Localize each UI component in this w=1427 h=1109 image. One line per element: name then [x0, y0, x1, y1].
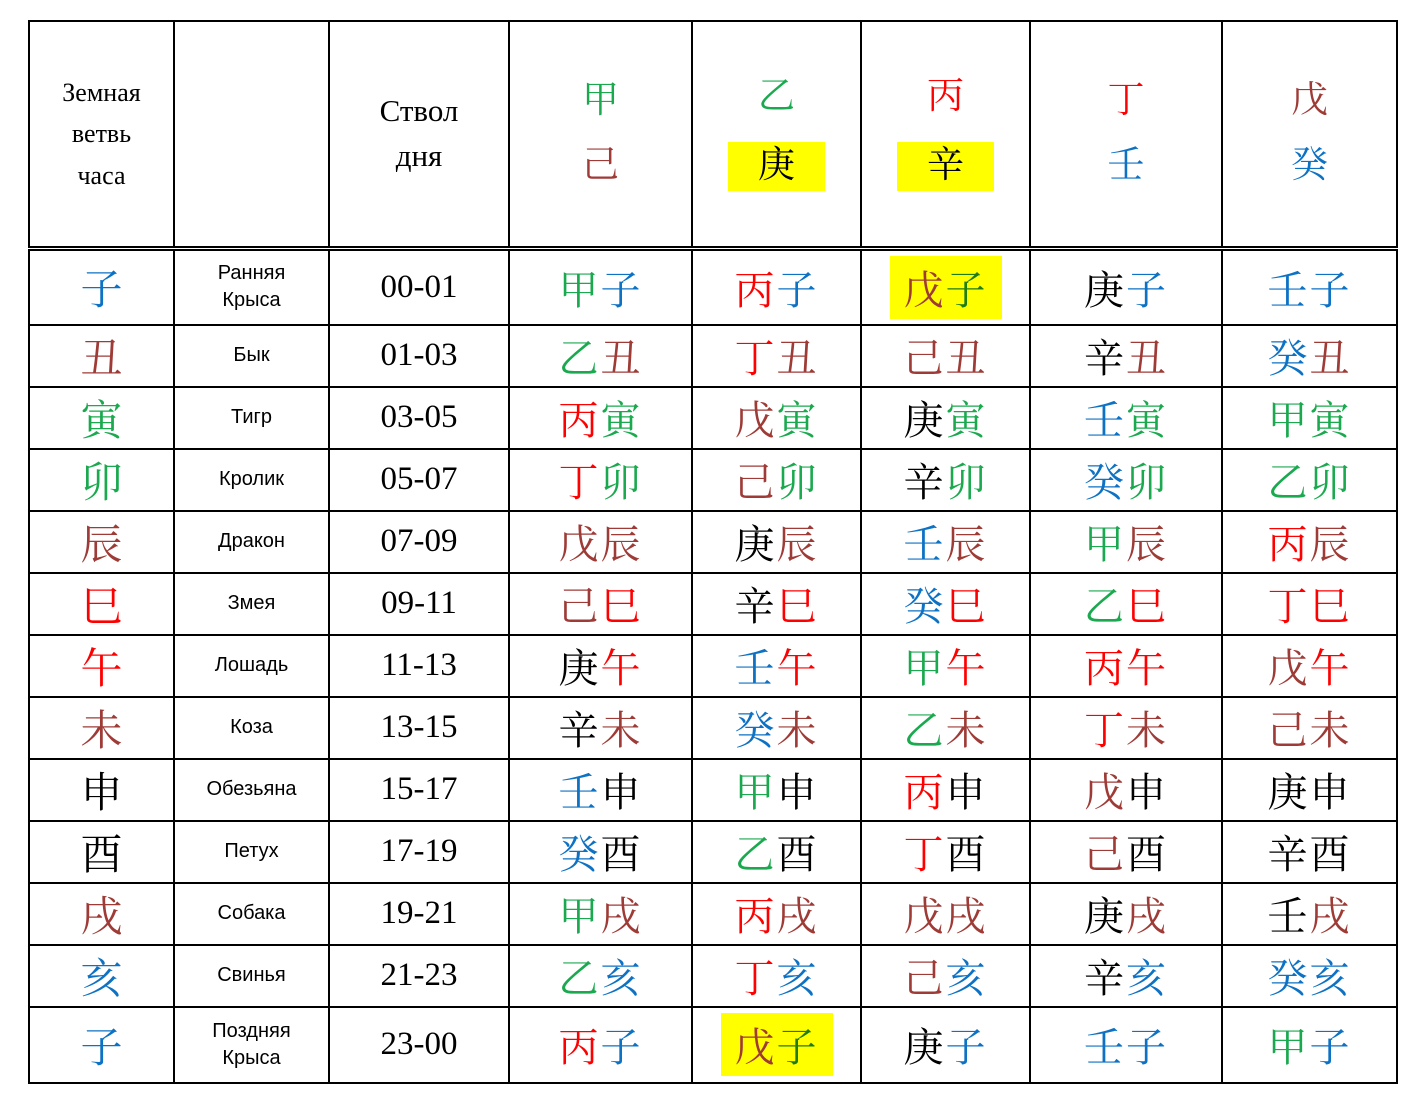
hour-pillar-cell — [1030, 945, 1222, 1007]
pillar-branch-char: 辰 — [1126, 522, 1168, 567]
pillar-branch-char: 巳 — [945, 584, 988, 629]
hour-pillar-cell — [1222, 883, 1397, 945]
pillar-stem-char: 丙 — [1084, 646, 1126, 691]
pillar-stem-char: 戊 — [734, 398, 777, 443]
day-stem-pair — [510, 81, 691, 186]
time-range-cell: 17-19 — [329, 821, 509, 883]
hour-pillar-cell — [1222, 449, 1397, 511]
hour-pillar-cell — [509, 697, 692, 759]
pillar-branch-char: 戌 — [1126, 894, 1168, 939]
day-stem-char: 戊 — [1291, 80, 1328, 122]
pillar-branch-char: 卯 — [945, 460, 988, 505]
pillar-branch-char: 子 — [945, 1025, 988, 1070]
hour-pillar-cell — [509, 449, 692, 511]
hour-branch-header-label: Земная ветвь часа — [62, 77, 141, 190]
pillar-stem-char: 丁 — [903, 832, 946, 877]
animal-name-cell: Свинья — [174, 945, 329, 1007]
hour-pillar-cell — [861, 1007, 1030, 1083]
pillar-branch-char: 子 — [1126, 1025, 1168, 1070]
day-stem-pair — [693, 77, 860, 190]
pillar-branch-char: 辰 — [600, 522, 643, 567]
pillar-stem-char: 辛 — [1084, 956, 1126, 1001]
day-stem-header-label-cell — [329, 21, 509, 249]
pillar-stem-char: 壬 — [903, 522, 946, 567]
hour-branch-cell — [29, 449, 174, 511]
pillar-branch-char: 卯 — [1309, 460, 1352, 505]
day-stem-header-cell — [509, 21, 692, 249]
hour-pillar-cell — [861, 325, 1030, 387]
day-stem-pair — [1031, 81, 1221, 186]
hour-branch-char: 辰 — [80, 522, 123, 569]
pillar-branch-char: 子 — [945, 267, 988, 313]
time-range-cell: 03-05 — [329, 387, 509, 449]
hour-branch-char: 申 — [80, 770, 123, 817]
pillar-stem-char: 壬 — [1267, 267, 1310, 313]
hour-row — [29, 759, 1397, 821]
day-stem-char: 乙 — [758, 76, 795, 118]
hour-branch-char: 寅 — [80, 398, 123, 445]
pillar-branch-char: 丑 — [776, 336, 819, 381]
pillar-branch-char: 寅 — [776, 398, 819, 443]
pillar-branch-char: 戌 — [945, 894, 988, 939]
day-stem-char: 丙 — [927, 76, 964, 118]
day-stem-header-cell — [1030, 21, 1222, 249]
hour-pillar-cell — [692, 697, 861, 759]
hour-branch-cell — [29, 945, 174, 1007]
pillar-stem-char: 乙 — [1267, 460, 1310, 505]
day-stem-pair — [862, 77, 1029, 190]
hour-branch-char: 戌 — [80, 894, 123, 941]
hour-branch-char: 酉 — [80, 832, 123, 879]
hour-pillar-cell — [1030, 697, 1222, 759]
pillar-branch-char: 戌 — [1309, 894, 1352, 939]
hour-pillar-cell — [509, 511, 692, 573]
hour-pillar-cell — [509, 387, 692, 449]
pillar-branch-char: 亥 — [1126, 956, 1168, 1001]
hour-branch-char: 丑 — [80, 336, 123, 383]
day-stem-char: 壬 — [1107, 145, 1145, 186]
pillar-branch-char: 午 — [776, 646, 819, 691]
pillar-branch-char: 卯 — [1126, 460, 1168, 505]
hour-pillar-cell — [692, 759, 861, 821]
pillar-stem-char: 辛 — [734, 584, 777, 629]
pillar-stem-char: 甲 — [558, 894, 601, 939]
pillar-branch-char: 辰 — [945, 522, 988, 567]
pillar-stem-char: 辛 — [1267, 832, 1310, 877]
hour-pillar-cell — [692, 945, 861, 1007]
highlight-mark — [728, 142, 825, 191]
hour-pillar-cell — [692, 635, 861, 697]
pillar-branch-char: 未 — [600, 708, 643, 753]
pillar-branch-char: 寅 — [1126, 398, 1168, 443]
pillar-branch-char: 未 — [945, 708, 988, 753]
day-stem-char: 甲 — [582, 80, 619, 122]
hour-pillar-cell — [1222, 697, 1397, 759]
time-range-cell: 15-17 — [329, 759, 509, 821]
animal-name-cell: Петух — [174, 821, 329, 883]
pillar-stem-char: 丁 — [734, 956, 777, 1001]
hour-row — [29, 635, 1397, 697]
hour-pillar-cell — [509, 249, 692, 325]
highlight-mark — [890, 256, 1002, 319]
pillar-stem-char: 甲 — [1267, 398, 1310, 443]
animal-name-cell: Обезьяна — [174, 759, 329, 821]
hour-pillar-cell — [509, 883, 692, 945]
pillar-branch-char: 未 — [1309, 708, 1352, 753]
pillar-stem-char: 庚 — [734, 522, 777, 567]
animal-header-cell — [174, 21, 329, 249]
pillar-stem-char: 戊 — [1084, 770, 1126, 815]
day-stem-char: 辛 — [927, 145, 964, 186]
pillar-stem-char: 庚 — [903, 398, 946, 443]
hour-branch-char: 亥 — [80, 956, 123, 1003]
hour-pillar-cell — [1030, 573, 1222, 635]
hour-branch-cell — [29, 1007, 174, 1083]
time-range-cell: 23-00 — [329, 1007, 509, 1083]
hour-row — [29, 449, 1397, 511]
header-row — [29, 21, 1397, 249]
hour-pillar-cell — [1030, 759, 1222, 821]
animal-name-cell: Бык — [174, 325, 329, 387]
pillar-branch-char: 戌 — [600, 894, 643, 939]
pillar-branch-char: 子 — [776, 267, 819, 313]
pillar-stem-char: 甲 — [1084, 522, 1126, 567]
pillar-stem-char: 癸 — [558, 832, 601, 877]
hour-branch-cell — [29, 697, 174, 759]
animal-name-cell: Тигр — [174, 387, 329, 449]
pillar-stem-char: 癸 — [903, 584, 946, 629]
pillar-branch-char: 亥 — [1309, 956, 1352, 1001]
pillar-stem-char: 庚 — [558, 646, 601, 691]
pillar-stem-char: 丁 — [1084, 708, 1126, 753]
pillar-stem-char: 己 — [903, 336, 946, 381]
pillar-stem-char: 乙 — [734, 832, 777, 877]
hour-branch-cell — [29, 759, 174, 821]
hour-pillar-cell — [861, 449, 1030, 511]
pillar-branch-char: 午 — [945, 646, 988, 691]
day-stem-char: 己 — [582, 145, 619, 186]
highlight-mark — [897, 142, 994, 191]
hour-branch-char: 子 — [80, 1025, 123, 1072]
hour-pillar-cell — [509, 945, 692, 1007]
hour-pillar-cell — [1030, 325, 1222, 387]
pillar-stem-char: 丙 — [734, 267, 777, 313]
pillar-branch-char: 未 — [776, 708, 819, 753]
hour-pillar-cell — [1030, 883, 1222, 945]
pillar-branch-char: 酉 — [1126, 832, 1168, 877]
pillar-branch-char: 寅 — [600, 398, 643, 443]
hour-pillar-cell — [692, 821, 861, 883]
hour-pillar-cell — [861, 249, 1030, 325]
pillar-stem-char: 己 — [903, 956, 946, 1001]
hour-pillar-cell — [692, 449, 861, 511]
pillar-branch-char: 亥 — [945, 956, 988, 1001]
pillar-stem-char: 庚 — [1267, 770, 1310, 815]
pillar-stem-char: 辛 — [903, 460, 946, 505]
hour-pillar-cell — [509, 759, 692, 821]
pillar-branch-char: 戌 — [776, 894, 819, 939]
pillar-stem-char: 戊 — [903, 267, 946, 313]
animal-name-cell: Коза — [174, 697, 329, 759]
hour-pillar-cell — [861, 883, 1030, 945]
hour-row — [29, 1007, 1397, 1083]
pillar-branch-char: 丑 — [1126, 336, 1168, 381]
pillar-branch-char: 申 — [776, 770, 819, 815]
hour-row — [29, 573, 1397, 635]
pillar-stem-char: 乙 — [1084, 584, 1126, 629]
day-stem-header-cell — [692, 21, 861, 249]
pillar-branch-char: 酉 — [945, 832, 988, 877]
pillar-stem-char: 乙 — [558, 336, 601, 381]
pillar-branch-char: 巳 — [1126, 584, 1168, 629]
pillar-stem-char: 甲 — [558, 267, 601, 313]
pillar-stem-char: 甲 — [1267, 1025, 1310, 1070]
time-range-cell: 13-15 — [329, 697, 509, 759]
animal-name-cell: Ранняя Крыса — [174, 249, 329, 325]
hour-pillar-cell — [861, 945, 1030, 1007]
pillar-stem-char: 癸 — [1267, 336, 1310, 381]
animal-name-cell: Дракон — [174, 511, 329, 573]
hour-pillar-cell — [1030, 249, 1222, 325]
pillar-stem-char: 己 — [1084, 832, 1126, 877]
hour-branch-cell — [29, 883, 174, 945]
pillar-stem-char: 壬 — [1084, 1025, 1126, 1070]
hour-pillar-cell — [692, 387, 861, 449]
pillar-stem-char: 甲 — [903, 646, 946, 691]
pillar-branch-char: 午 — [1309, 646, 1352, 691]
animal-name-cell: Собака — [174, 883, 329, 945]
day-stem-header-cell — [861, 21, 1030, 249]
hour-pillar-cell — [1222, 387, 1397, 449]
hour-pillar-cell — [861, 511, 1030, 573]
pillar-stem-char: 戊 — [1267, 646, 1310, 691]
hour-branch-cell — [29, 821, 174, 883]
hour-pillar-cell — [692, 249, 861, 325]
hour-branch-char: 巳 — [80, 584, 123, 631]
hour-row — [29, 945, 1397, 1007]
hour-row — [29, 249, 1397, 325]
pillar-stem-char: 丙 — [558, 1025, 601, 1070]
pillar-branch-char: 午 — [1126, 646, 1168, 691]
hour-pillar-cell — [1222, 573, 1397, 635]
pillar-branch-char: 丑 — [600, 336, 643, 381]
bazi-hour-pillar-table — [28, 20, 1398, 1084]
pillar-stem-char: 丙 — [903, 770, 946, 815]
day-stem-header-label: Ствол дня — [379, 93, 459, 173]
highlight-mark — [721, 1013, 833, 1076]
hour-branch-cell — [29, 387, 174, 449]
time-range-cell: 11-13 — [329, 635, 509, 697]
time-range-cell: 21-23 — [329, 945, 509, 1007]
pillar-branch-char: 申 — [945, 770, 988, 815]
hour-pillar-cell — [1222, 821, 1397, 883]
hour-pillar-cell — [1222, 249, 1397, 325]
hour-row — [29, 511, 1397, 573]
pillar-stem-char: 戊 — [734, 1025, 777, 1070]
pillar-stem-char: 壬 — [1084, 398, 1126, 443]
hour-pillar-cell — [861, 635, 1030, 697]
pillar-branch-char: 巳 — [600, 584, 643, 629]
hour-pillar-cell — [509, 635, 692, 697]
hour-row — [29, 883, 1397, 945]
hour-row — [29, 387, 1397, 449]
hour-pillar-cell — [1030, 387, 1222, 449]
pillar-branch-char: 酉 — [776, 832, 819, 877]
day-stem-pair — [1223, 81, 1396, 186]
hour-pillar-cell — [1222, 1007, 1397, 1083]
pillar-branch-char: 酉 — [600, 832, 643, 877]
pillar-stem-char: 丙 — [734, 894, 777, 939]
pillar-stem-char: 己 — [1267, 708, 1310, 753]
hour-row — [29, 325, 1397, 387]
pillar-branch-char: 申 — [1126, 770, 1168, 815]
pillar-branch-char: 丑 — [945, 336, 988, 381]
animal-name-cell: Змея — [174, 573, 329, 635]
pillar-stem-char: 壬 — [1267, 894, 1310, 939]
hour-pillar-cell — [1222, 325, 1397, 387]
pillar-branch-char: 寅 — [945, 398, 988, 443]
pillar-branch-char: 子 — [776, 1025, 819, 1070]
hour-pillar-cell — [692, 325, 861, 387]
animal-name-cell: Кролик — [174, 449, 329, 511]
hour-branch-cell — [29, 249, 174, 325]
day-stem-char: 癸 — [1291, 145, 1328, 186]
pillar-branch-char: 子 — [600, 1025, 643, 1070]
time-range-cell: 01-03 — [329, 325, 509, 387]
pillar-stem-char: 丙 — [558, 398, 601, 443]
hour-pillar-cell — [692, 1007, 861, 1083]
hour-branch-header-cell — [29, 21, 174, 249]
pillar-stem-char: 辛 — [1084, 336, 1126, 381]
hour-row — [29, 697, 1397, 759]
time-range-cell: 00-01 — [329, 249, 509, 325]
day-stem-char: 丁 — [1107, 80, 1145, 122]
hour-branch-cell — [29, 635, 174, 697]
hour-branch-char: 午 — [80, 646, 123, 693]
pillar-stem-char: 丁 — [1267, 584, 1310, 629]
pillar-branch-char: 申 — [1309, 770, 1352, 815]
hour-pillar-cell — [1030, 1007, 1222, 1083]
pillar-branch-char: 子 — [1126, 267, 1168, 313]
time-range-cell: 09-11 — [329, 573, 509, 635]
hour-pillar-cell — [861, 573, 1030, 635]
pillar-stem-char: 乙 — [558, 956, 601, 1001]
pillar-branch-char: 子 — [1309, 267, 1352, 313]
pillar-branch-char: 卯 — [776, 460, 819, 505]
pillar-branch-char: 子 — [1309, 1025, 1352, 1070]
pillar-stem-char: 癸 — [1267, 956, 1310, 1001]
table-body — [29, 249, 1397, 1083]
pillar-stem-char: 己 — [558, 584, 601, 629]
hour-pillar-cell — [509, 1007, 692, 1083]
pillar-branch-char: 辰 — [776, 522, 819, 567]
pillar-stem-char: 乙 — [903, 708, 946, 753]
pillar-branch-char: 未 — [1126, 708, 1168, 753]
hour-pillar-cell — [861, 697, 1030, 759]
hour-pillar-cell — [1030, 511, 1222, 573]
hour-pillar-cell — [1030, 449, 1222, 511]
pillar-branch-char: 卯 — [600, 460, 643, 505]
time-range-cell: 05-07 — [329, 449, 509, 511]
pillar-branch-char: 辰 — [1309, 522, 1352, 567]
pillar-stem-char: 壬 — [558, 770, 601, 815]
pillar-branch-char: 申 — [600, 770, 643, 815]
pillar-stem-char: 甲 — [734, 770, 777, 815]
pillar-stem-char: 丁 — [734, 336, 777, 381]
hour-pillar-cell — [692, 511, 861, 573]
pillar-branch-char: 亥 — [600, 956, 643, 1001]
pillar-stem-char: 戊 — [558, 522, 601, 567]
pillar-stem-char: 丙 — [1267, 522, 1310, 567]
hour-pillar-cell — [1030, 635, 1222, 697]
hour-pillar-cell — [861, 387, 1030, 449]
day-stem-header-cell — [1222, 21, 1397, 249]
hour-pillar-cell — [1030, 821, 1222, 883]
pillar-branch-char: 寅 — [1309, 398, 1352, 443]
animal-name-cell: Поздняя Крыса — [174, 1007, 329, 1083]
pillar-branch-char: 丑 — [1309, 336, 1352, 381]
hour-branch-char: 子 — [80, 268, 123, 315]
hour-branch-cell — [29, 511, 174, 573]
hour-pillar-cell — [1222, 511, 1397, 573]
time-range-cell: 07-09 — [329, 511, 509, 573]
pillar-stem-char: 戊 — [903, 894, 946, 939]
time-range-cell: 19-21 — [329, 883, 509, 945]
hour-branch-cell — [29, 325, 174, 387]
pillar-stem-char: 壬 — [734, 646, 777, 691]
pillar-stem-char: 庚 — [1084, 894, 1126, 939]
animal-name-cell: Лошадь — [174, 635, 329, 697]
pillar-branch-char: 巳 — [776, 584, 819, 629]
pillar-stem-char: 辛 — [558, 708, 601, 753]
pillar-branch-char: 子 — [600, 267, 643, 313]
pillar-branch-char: 午 — [600, 646, 643, 691]
hour-pillar-cell — [1222, 635, 1397, 697]
hour-branch-char: 未 — [80, 708, 123, 755]
hour-pillar-cell — [509, 821, 692, 883]
pillar-branch-char: 酉 — [1309, 832, 1352, 877]
pillar-stem-char: 癸 — [1084, 460, 1126, 505]
hour-pillar-cell — [1222, 759, 1397, 821]
hour-pillar-cell — [861, 759, 1030, 821]
hour-pillar-cell — [1222, 945, 1397, 1007]
hour-pillar-cell — [509, 573, 692, 635]
hour-pillar-cell — [692, 573, 861, 635]
hour-row — [29, 821, 1397, 883]
pillar-branch-char: 巳 — [1309, 584, 1352, 629]
pillar-stem-char: 庚 — [1084, 267, 1126, 313]
pillar-stem-char: 癸 — [734, 708, 777, 753]
pillar-stem-char: 丁 — [558, 460, 601, 505]
pillar-stem-char: 庚 — [903, 1025, 946, 1070]
hour-branch-cell — [29, 573, 174, 635]
hour-pillar-cell — [509, 325, 692, 387]
hour-pillar-cell — [692, 883, 861, 945]
hour-pillar-cell — [861, 821, 1030, 883]
pillar-branch-char: 亥 — [776, 956, 819, 1001]
day-stem-char: 庚 — [758, 145, 795, 186]
pillar-stem-char: 己 — [734, 460, 777, 505]
hour-branch-char: 卯 — [80, 460, 123, 507]
